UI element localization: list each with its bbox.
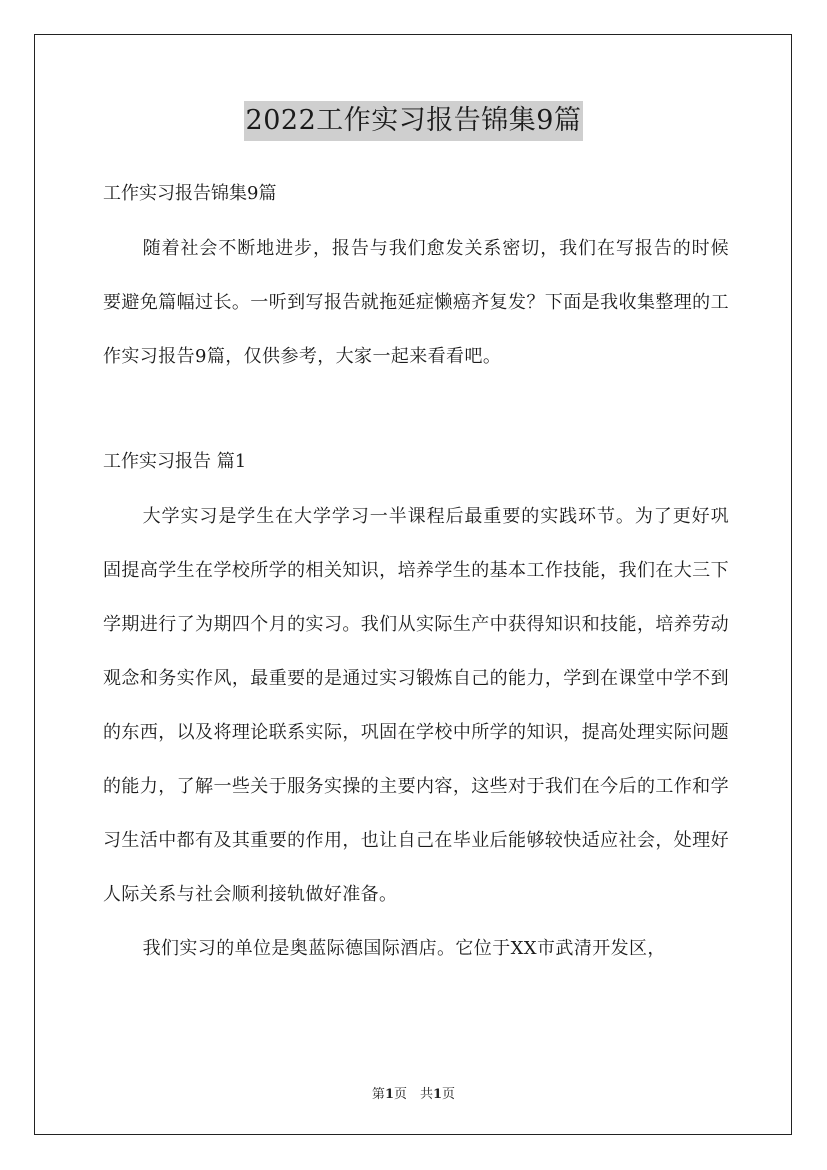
- title-area: [0, 101, 827, 141]
- intro-paragraph: 随着社会不断地进步，报告与我们愈发关系密切，我们在写报告的时候要避免篇幅过长。一听到写报告就拖延症懒癌齐复发？下面是我收集整理的工作实习报告9篇，仅供参考，大家一起来看看吧。: [103, 238, 729, 367]
- document-body: [103, 172, 729, 976]
- footer-page-number: 1: [384, 1087, 394, 1102]
- intro-heading: 工作实习报告锦集9篇: [103, 183, 277, 204]
- footer-page-prefix: 第: [371, 1087, 385, 1102]
- footer-page-mid: 页 共: [393, 1087, 433, 1102]
- footer-page-total: 1: [433, 1087, 443, 1102]
- section1-paragraph-1: 大学实习是学生在大学学习一半课程后最重要的实践环节。为了更好巩固提高学生在学校所学的相关知识，培养学生的基本工作技能，我们在大三下学期进行了为期四个月的实习。我们从实际生产中获得知识和技能，培养劳动观念和务实作风，最重要的是通过实习锻炼自己的能力，学到在课堂中学不到的东西，以及将理论联系实际，巩固在学校中所学的知识，提高处理实际问题的能力，了解一些关于服务实操的主要内容，这些对于我们在今后的工作和学习生活中都有及其重要的作用，也让自己在毕业后能够较快适应社会，处理好人际关系与社会顺利接轨做好准备。: [103, 506, 729, 905]
- page-footer: [0, 1083, 827, 1102]
- section1-heading: 工作实习报告 篇1: [103, 451, 247, 472]
- footer-page-suffix: 页: [442, 1087, 456, 1102]
- document-title: 2022工作实习报告锦集9篇: [244, 101, 584, 141]
- section1-paragraph-2: 我们实习的单位是奥蓝际德国际酒店。它位于XX市武清开发区，: [142, 938, 666, 959]
